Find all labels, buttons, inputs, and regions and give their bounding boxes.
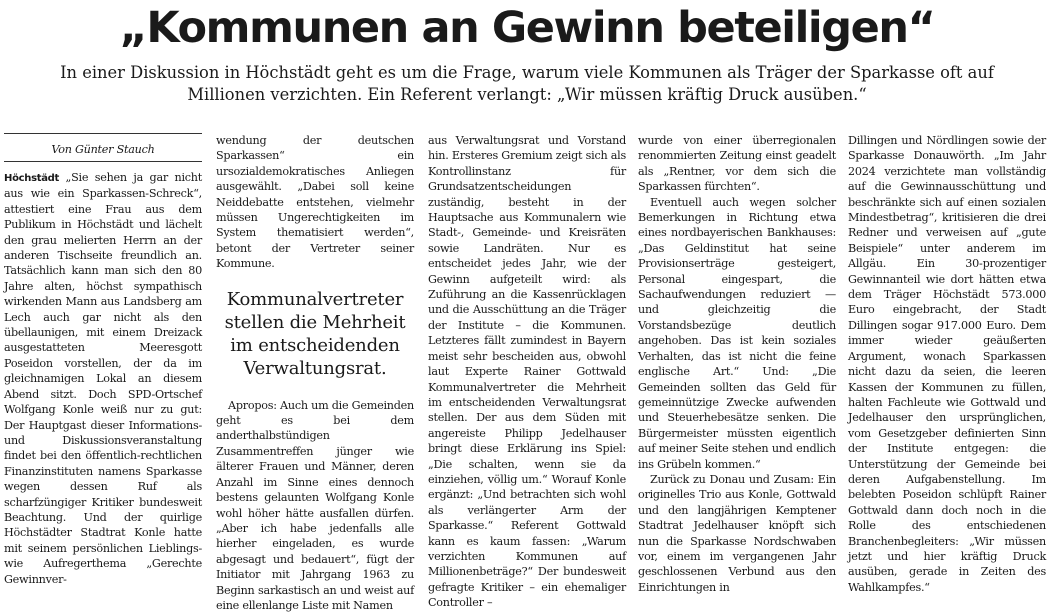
column-1 <box>4 133 202 586</box>
col1-paragraph <box>4 170 202 587</box>
column-2 <box>216 133 414 612</box>
column-3 <box>428 133 626 610</box>
column-5 <box>848 133 1046 594</box>
col5-paragraph: Dillingen und Nördlingen sowie der Sparkasse Donauwörth. „Im Jahr 2024 verzichtete man vollständig auf die Gewinnausschüttung und beschränkte sich auf einen sozialen Mindestbetrag“, kritisieren die drei Redner und verweisen auf „gute Beispiele“ unter anderem im Allgäu. Ein 30-prozentiger Gewinnanteil wie dort hätten etwa dem Träger Höchstädt 573.000 Euro eingebracht, der Stadt Dillingen sogar 917.000 Euro. Dem immer wieder geäußerten Argument, wonach Sparkassen nicht dazu da seien, die leeren Kassen der Kommunen zu füllen, halten Fachleute wie Gottwald und Jedelhauser den ursprünglichen, vom Gesetzgeber definierten Sinn der Institute entgegen: die Unterstützung der Gemeinde bei deren Aufgabenstellung. Im belebten Poseidon schlüpft Rainer Gottwald dann doch noch in die Rolle des entschiedenen Branchenbegleiters: „Wir müssen jetzt und hier kräftig Druck ausüben, gerade in Zeiten des Wahlkampfes.“ <box>848 134 1046 594</box>
column-4 <box>638 133 836 594</box>
deck: In einer Diskussion in Höchstädt geht es um die Frage, warum viele Kommunen als Träger der Sparkasse oft auf Millionen verzichten. Ein Referent verlangt: „Wir müssen kräftig Druck ausüben.“ <box>60 63 994 104</box>
col3-paragraph: aus Verwaltungsrat und Vorstand hin. Ersteres Gremium zeigt sich als Kontrollinstanz für Grundsatzentscheidungen zuständig, besteht in der Hauptsache aus Kommunalern wie Stadt-, Gemeinde- und Kreisräten sowie Landräten. Nur es entscheidet jedes Jahr, wie der Gewinn aufgeteilt wird: als Zuführung an die Kassenrücklagen und die Ausschüttung an die Träger der Institute – die Kommunen. Letzteres fällt zumindest in Bayern meist sehr bescheiden aus, obwohl laut Experte Rainer Gottwald Kommunalvertreter die Mehrheit im entscheidenden Verwaltungsrat stellen. Der aus dem Süden mit angereiste Philipp Jedelhauser bringt diese Erklärung ins Spiel: „Die schalten, wenn sie da einziehen, völlig um.“ Worauf Konle ergänzt: „Und betrachten sich wohl als verlängerter Arm der Sparkasse.“ Referent Gottwald kann es kaum fassen: „Warum verzichten Kommunen auf Millionenbeträge?“ Der bundesweit gefragte Kritiker – ein ehemaliger Controller – <box>428 134 626 610</box>
headline: „Kommunen an Gewinn beteiligen“ <box>119 3 935 53</box>
pull-quote: Kommunalvertreter stellen die Mehrheit im entscheidenden Verwaltungsrat. <box>224 288 406 379</box>
col2-paragraph-bottom: Apropos: Auch um die Gemeinden geht es bei dem anderthalbstündigen Zusammentreffen jünger wie älterer Frauen und Männer, deren Anzahl im Sinne eines dennoch bestens gelaunten Wolfgang Konle wohl höher hätte ausfallen dürfen. „Aber ich habe jedenfalls alle hierher eingeladen, es wurde abgesagt und bedauert“, fügt der Initiator mit Jahrgang 1963 zu Beginn sarkastisch an und weist auf eine ellenlange Liste mit Namen <box>216 398 414 612</box>
col4-paragraph-3: Zurück zu Donau und Zusam: Ein originelles Trio aus Konle, Gottwald und den langjährigen Kemptener Stadtrat Jedelhauser knöpft sich nun die Sparkasse Nordschwaben vor, einem im vergangenen Jahr geschlossenen Verbund aus den Einrichtungen in <box>638 472 836 594</box>
col2-paragraph-top: wendung der deutschen Sparkassen“ ein ursozialdemokratisches Anliegen ausgewählt. „Dabei soll keine Neiddebatte entstehen, vielmehr müssen Ungerechtigkeiten im System thematisiert werden“, betont der Vertreter seiner Kommune. <box>216 134 414 271</box>
dateline: Höchstädt <box>4 173 60 184</box>
author-byline: Von Günter Stauch <box>4 133 202 162</box>
col1-text: „Sie sehen ja gar nicht aus wie ein Sparkassen-Schreck“, attestiert eine Frau aus dem Publikum in Höchstädt und lächelt den grau melierten Herrn an der anderen Tischseite freundlich an. Tatsächlich kann man sich den 80 Jahre alten, höchst sympathisch wirkenden Mann aus Landsberg am Lech auch gar nicht als den übellaunigen, mit einem Dreizack ausgestatteten Meeresgott Poseidon vorstellen, der da im gleichnamigen Lokal an diesem Abend sitzt. Doch SPD-Ortschef Wolfgang Konle weiß nur zu gut: Der Hauptgast dieser Informations- und Diskussionsveranstaltung findet bei den öffentlich-rechtlichen Finanzinstituten namens Sparkasse wegen dessen Ruf als scharfzüngiger Kritiker bundesweit Beachtung. Und der quirlige Höchstädter Stadtrat Konle hatte mit seinem persönlichen Lieblings- wie Aufregerthema „Gerechte Gewinnver- <box>4 171 202 586</box>
col4-paragraph-2: Eventuell auch wegen solcher Bemerkungen in Richtung etwa eines nordbayerischen Bankhauses: „Das Geldinstitut hat seine Provisionserträge gesteigert, Personal eingespart, die Sachaufwendungen reduziert — und gleichzeitig die Vorstandsbezüge deutlich angehoben. Das ist kein soziales Verhalten, das ist nicht die feine englische Art.“ Und: „Die Gemeinden sollten das Geld für gemeinnützige Zwecke aufwenden und Steuerhebesätze senken. Die Bürgermeister müssten eigentlich auf meiner Seite stehen und endlich ins Grübeln kommen.“ <box>638 195 836 471</box>
col4-paragraph-1: wurde von einer überregionalen renommierten Zeitung einst geadelt als „Rentner, vor dem sich die Sparkassen fürchten“. <box>638 134 836 194</box>
